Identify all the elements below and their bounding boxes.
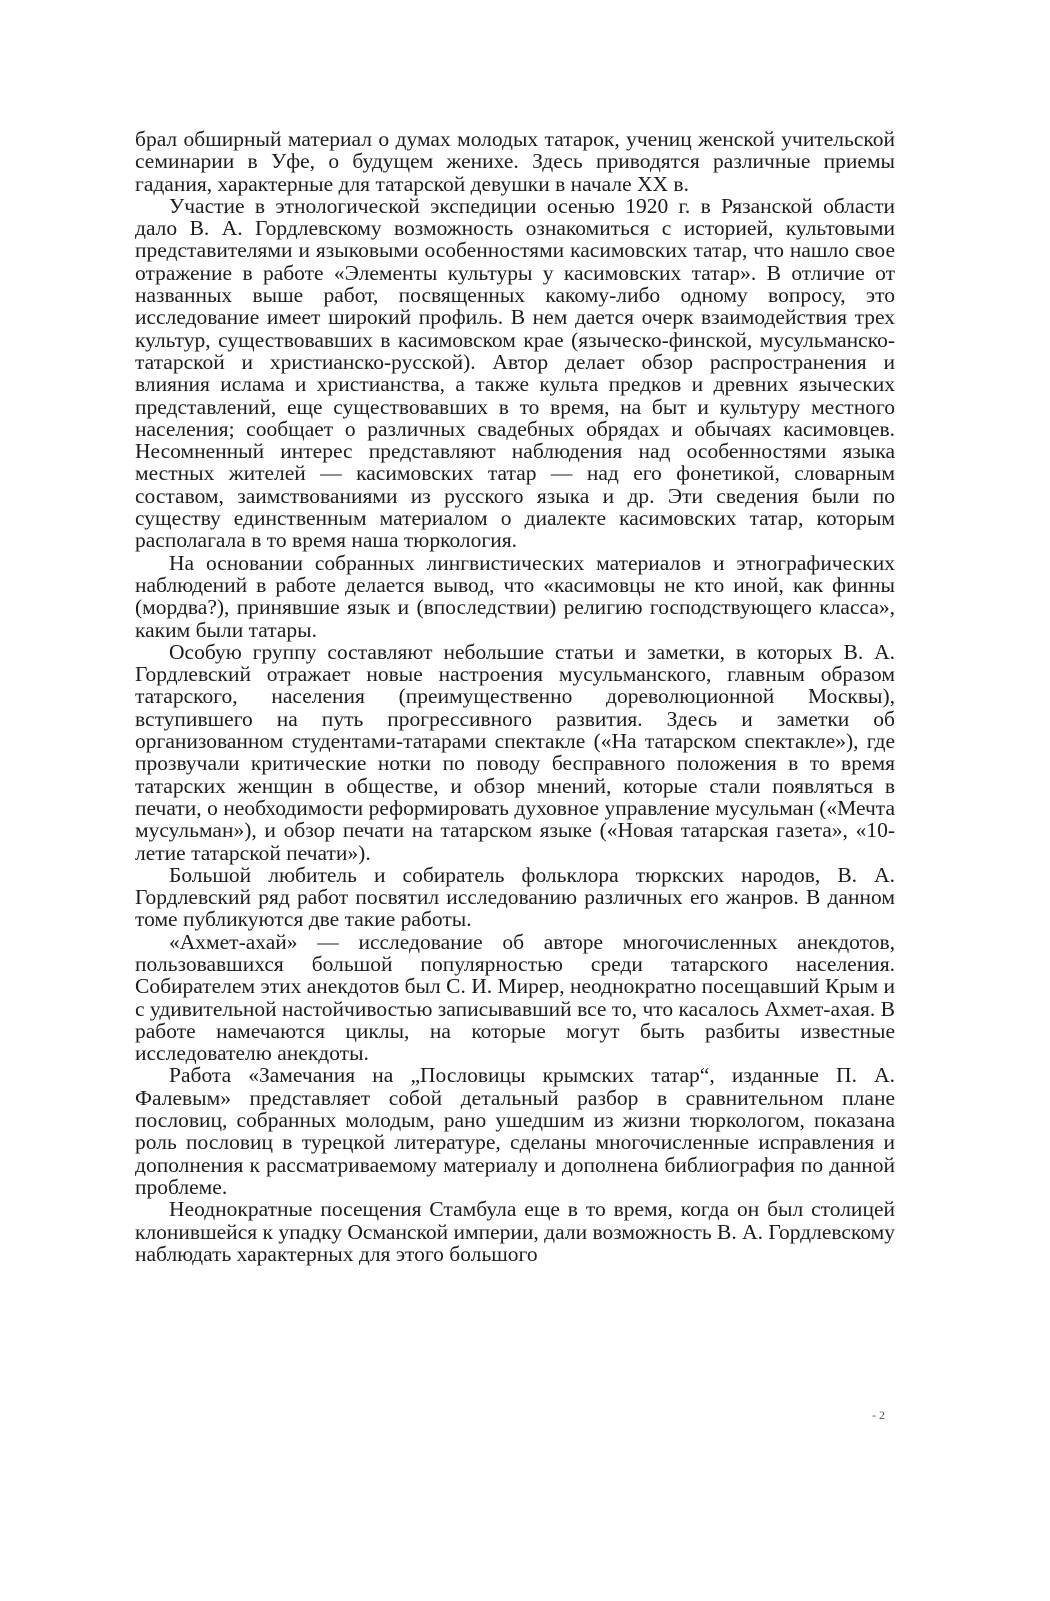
paragraph-4: Особую группу составляют небольшие статьи и заметки, в которых В. А. Гордлевский отражает новые настроения мусульманского, главным образом татарского, населения (преимущественно дореволюционной Москвы), вступившего на путь прогрессивного развития. Здесь и заметки об организованном студентами-татарами спектакле («На татарском спектакле»), где прозвучали критические нотки по поводу бесправного положения в то время татарских женщин в обществе, и обзор мнений, которые стали появляться в печати, о необходимости реформировать духовное управление мусульман («Мечта мусульман»), и обзор печати на татарском языке («Новая татарская газета», «10-летие татарской печати»). [135,639,895,865]
paragraph-1: брал обширный материал о думах молодых татарок, учениц женской учительской семинарии в Уфе, о будущем женихе. Здесь приводятся различные приемы гадания, характерные для татарской девушки в начале XX в. [135,127,895,196]
paragraph-3: На основании собранных лингвистических материалов и этнографических наблюдений в работе делается вывод, что «касимовцы не кто иной, как финны (мордва?), принявшие язык и (впоследствии) религию господствующего класса», каким были татары. [135,550,895,642]
document-page [135,128,895,1265]
paragraph-8: Неоднократные посещения Стамбула еще в то время, когда он был столицей клонившейся к упадку Османской империи, дали возможность В. А. Гордлевскому наблюдать характерных для этого большого [135,1197,895,1266]
paragraph-2: Участие в этнологической экспедиции осенью 1920 г. в Рязанской области дало В. А. Гордлевскому возможность ознакомиться с историей, культовыми представителями и языковыми особенностями касимовских татар, что нашло свое отражение в работе «Элементы культуры у касимовских татар». В отличие от названных выше работ, посвященных какому-либо одному вопросу, это исследование имеет широкий профиль. В нем дается очерк взаимодействия трех культур, существовавших в касимовском крае (языческо-финской, мусульманско-татарской и христианско-русской). Автор делает обзор распространения и влияния ислама и христианства, а также культа предков и древних языческих представлений, еще существовавших в то время, на быт и культуру местного населения; сообщает о различных свадебных обрядах и обычаях касимовцев. Несомненный интерес представляют наблюдения над особенностями языка местных жителей — касимовских татар — над его фонетикой, словарным составом, заимствованиями из русского языка и др. Эти сведения были по существу единственным материалом о диалекте касимовских татар, которым располагала в то время наша тюркология. [135,193,895,553]
paragraph-7: Работа «Замечания на „Пословицы крымских татар“, изданные П. А. Фалевым» представляет собой детальный разбор в сравнительном плане пословиц, собранных молодым, рано ушедшим из жизни тюркологом, показана роль пословиц в турецкой литературе, сделаны многочисленные исправления и дополнения к рассматриваемому материалу и дополнена библиография по данной проблеме. [135,1063,895,1199]
paragraph-5: Большой любитель и собиратель фольклора тюркских народов, В. А. Гордлевский ряд работ посвятил исследованию различных его жанров. В данном томе публикуются две такие работы. [135,862,895,932]
paragraph-6: «Ахмет-ахай» — исследование об авторе многочисленных анекдотов, пользовавшихся большой популярностью среди татарского населения. Собирателем этих анекдотов был С. И. Мирер, неоднократно посещавший Крым и с удивительной настойчивостью записывавший все то, что касалось Ахмет-ахая. В работе намечаются циклы, на которые могут быть разбиты известные исследователю анекдоты. [135,929,895,1066]
page-mark: - 2 [872,1408,885,1422]
